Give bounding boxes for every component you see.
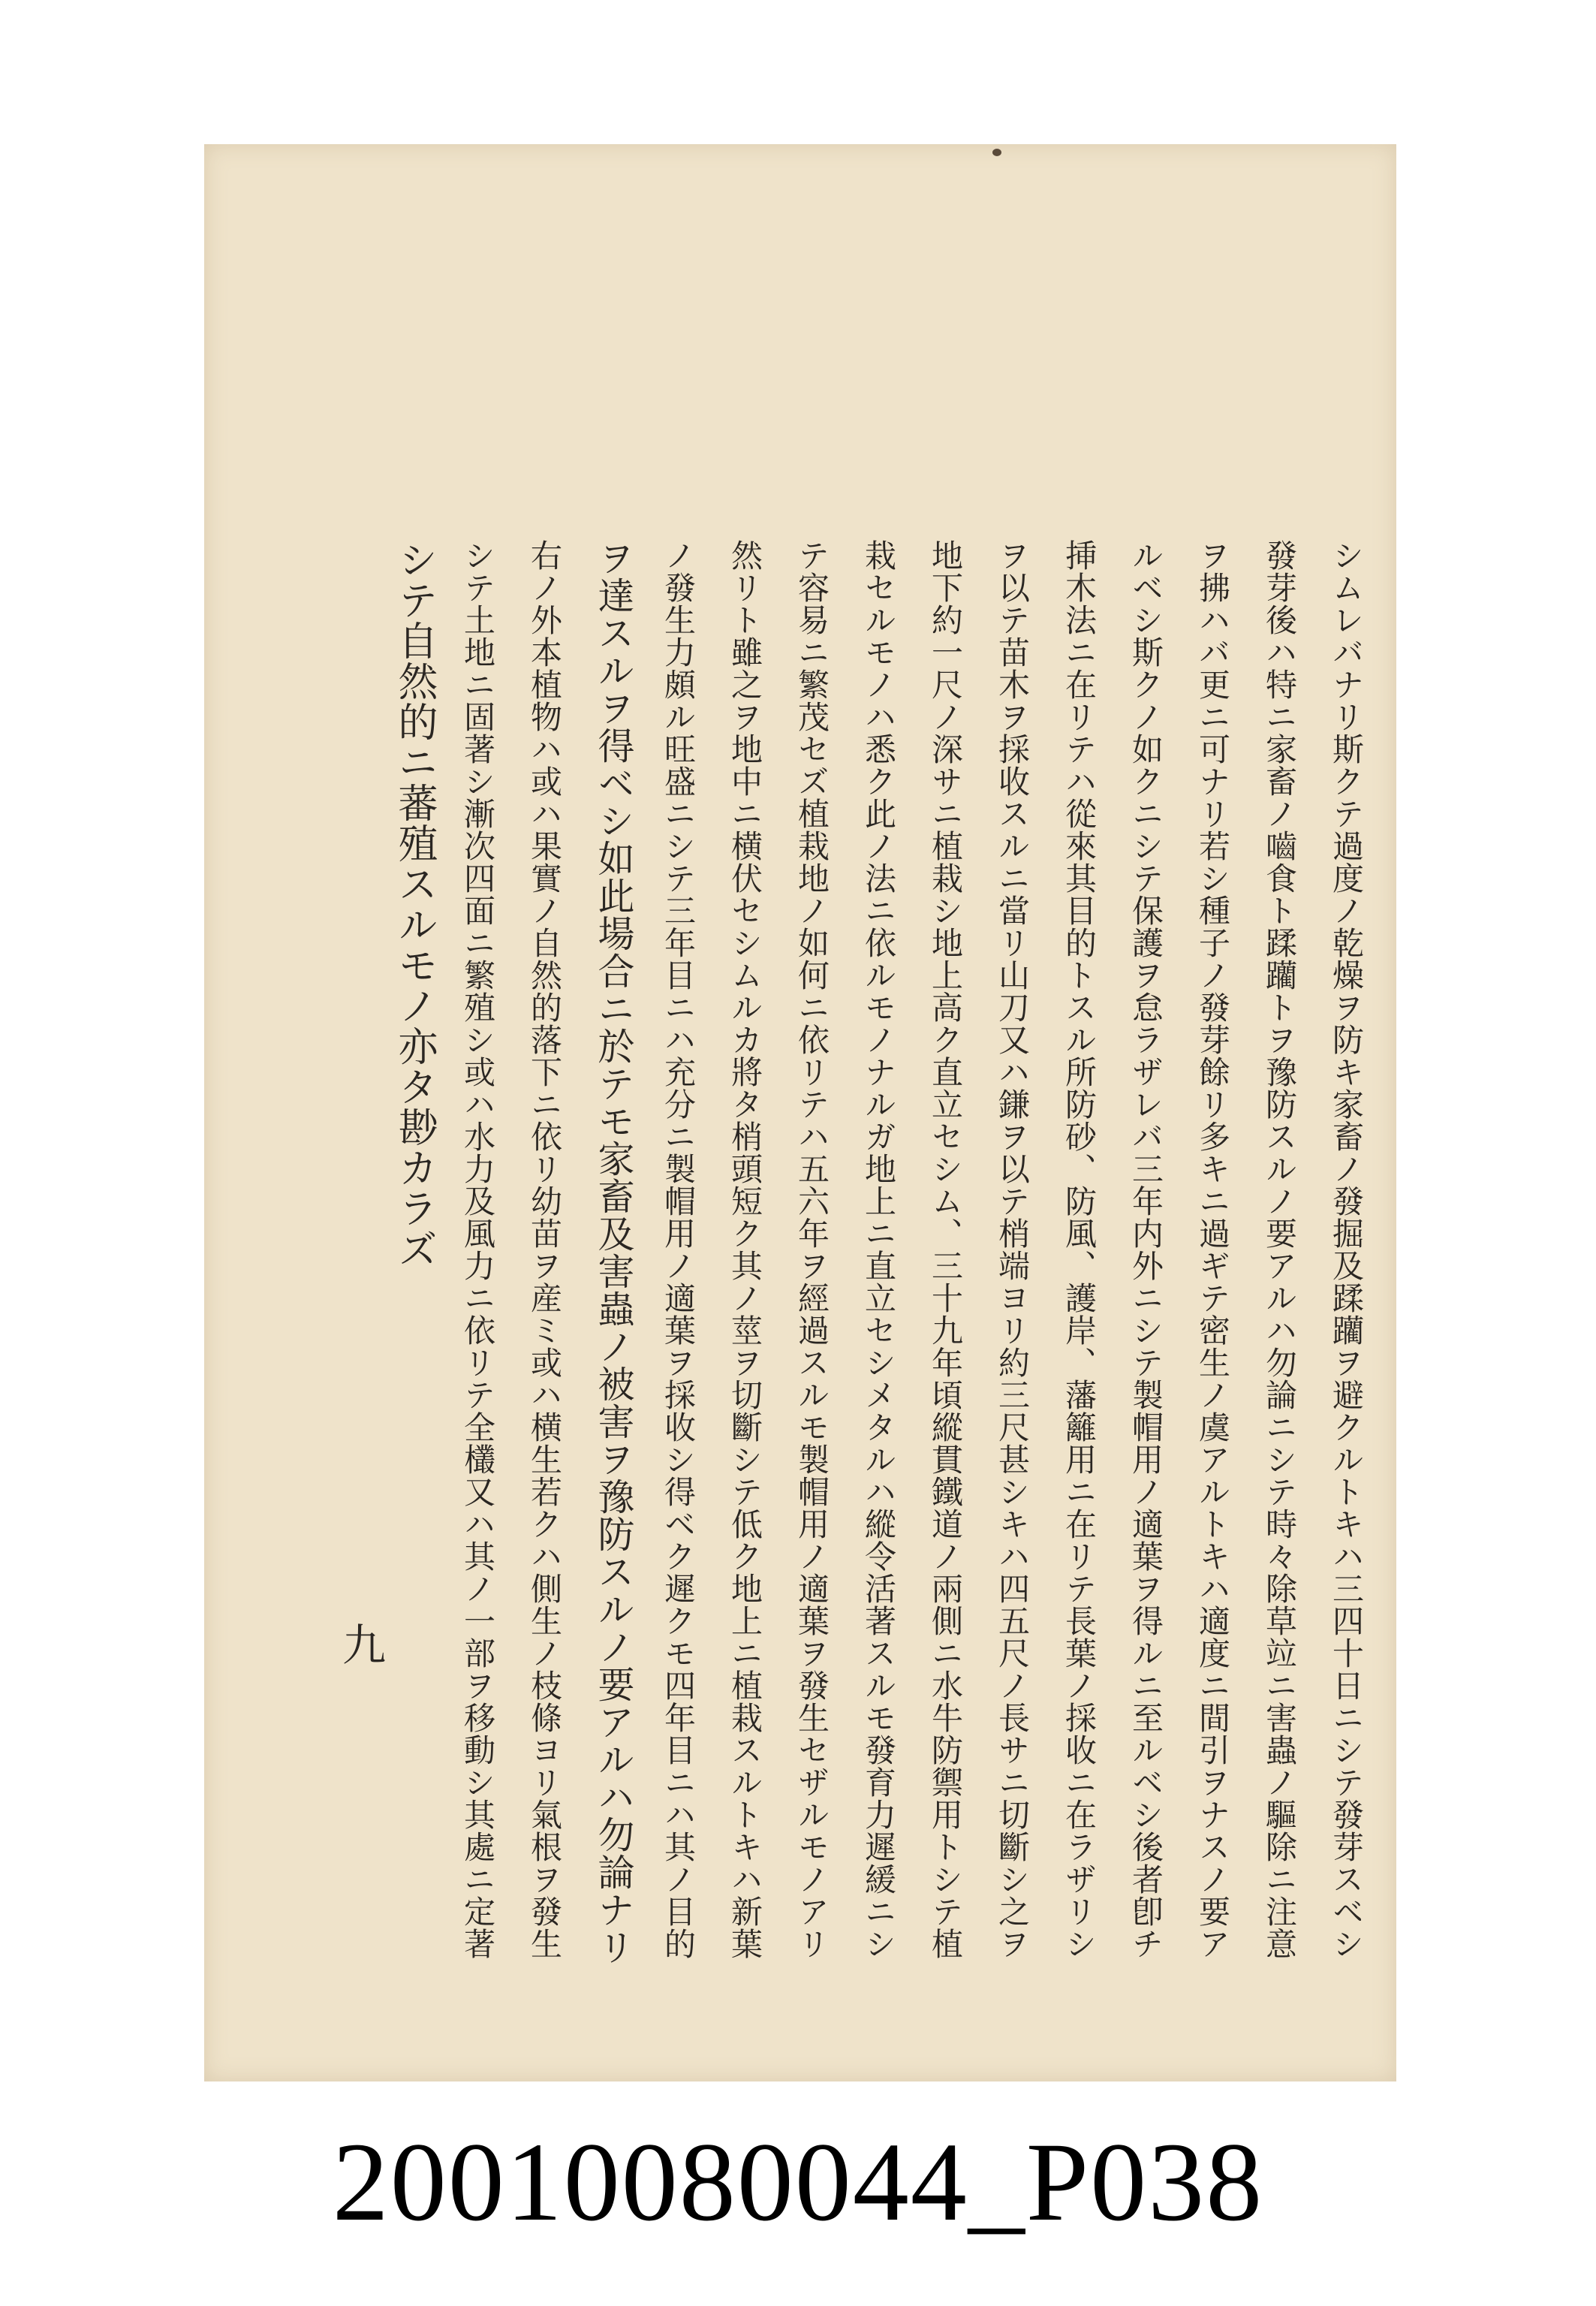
text-column-12: ヲ達スルヲ得ベシ如此場合ニ於テモ家畜及害蟲ノ被害ヲ豫防スルノ要アルハ勿論ナリ xyxy=(592,539,635,1966)
text-column-6: ヲ以テ苗木ヲ採收スルニ當リ山刀又ハ鎌ヲ以テ梢端ヨリ約三尺甚シキハ四五尺ノ長サニ切斷シ之ヲ xyxy=(994,539,1031,1960)
text-column-5: 挿木法ニ在リテハ從來其目的トスル所防砂、防風、護岸、藩籬用ニ在リテ長葉ノ採收ニ在ラザリシ xyxy=(1061,539,1098,1960)
text-column-3: ヲ拂ハバ更ニ可ナリ若シ種子ノ發芽餘リ多キニ過ギテ密生ノ虞アルトキハ適度ニ間引ヲナスノ要ア xyxy=(1194,539,1231,1960)
text-column-11: ノ發生力頗ル旺盛ニシテ三年目ニハ充分ニ製帽用ノ適葉ヲ採收シ得ベク遲クモ四年目ニハ其ノ目的 xyxy=(660,539,697,1960)
text-column-13: 右ノ外本植物ハ或ハ果實ノ自然的落下ニ依リ幼苗ヲ産ミ或ハ横生若クハ側生ノ枝條ヨリ氣根ヲ發生 xyxy=(526,539,563,1960)
page-number: 九 xyxy=(335,1622,386,1665)
image-caption: 20010080044_P038 xyxy=(332,2120,1264,2244)
text-column-14: シテ土地ニ固著シ漸次四面ニ繁殖シ或ハ水力及風力ニ依リテ全欉又ハ其ノ一部ヲ移動シ其處ニ定著 xyxy=(459,539,496,1960)
text-column-15: シテ自然的ニ蕃殖スルモノ亦タ尠カラズ xyxy=(392,539,438,1269)
text-column-8: 栽セルモノハ悉ク此ノ法ニ依ルモノナルガ地上ニ直立セシメタルハ縱令活著スルモ發育力遲緩ニシ xyxy=(860,539,897,1960)
text-column-7: 地下約一尺ノ深サニ植栽シ地上高ク直立セシム、三十九年頃縱貫鐵道ノ兩側ニ水牛防禦用トシテ植 xyxy=(927,539,964,1960)
ink-spot xyxy=(992,149,1001,156)
text-column-9: テ容易ニ繁茂セズ植栽地ノ如何ニ依リテハ五六年ヲ經過スルモ製帽用ノ適葉ヲ發生セザルモノアリ xyxy=(793,539,830,1960)
text-column-2: 發芽後ハ特ニ家畜ノ嚙食ト蹂躪トヲ豫防スルノ要アルハ勿論ニシテ時々除草竝ニ害蟲ノ驅除ニ注意 xyxy=(1261,539,1298,1960)
text-column-4: ルベシ斯クノ如クニシテ保護ヲ怠ラザレバ三年内外ニシテ製帽用ノ適葉ヲ得ルニ至ルベシ後者卽チ xyxy=(1128,539,1164,1960)
text-column-10: 然リト雖之ヲ地中ニ横伏セシムルカ將タ梢頭短ク其ノ莖ヲ切斷シテ低ク地上ニ植栽スルトキハ新葉 xyxy=(727,539,763,1960)
text-column-1: シムレバナリ斯クテ過度ノ乾燥ヲ防キ家畜ノ發掘及蹂躪ヲ避クルトキハ三四十日ニシテ發芽スベシ xyxy=(1328,539,1365,1960)
